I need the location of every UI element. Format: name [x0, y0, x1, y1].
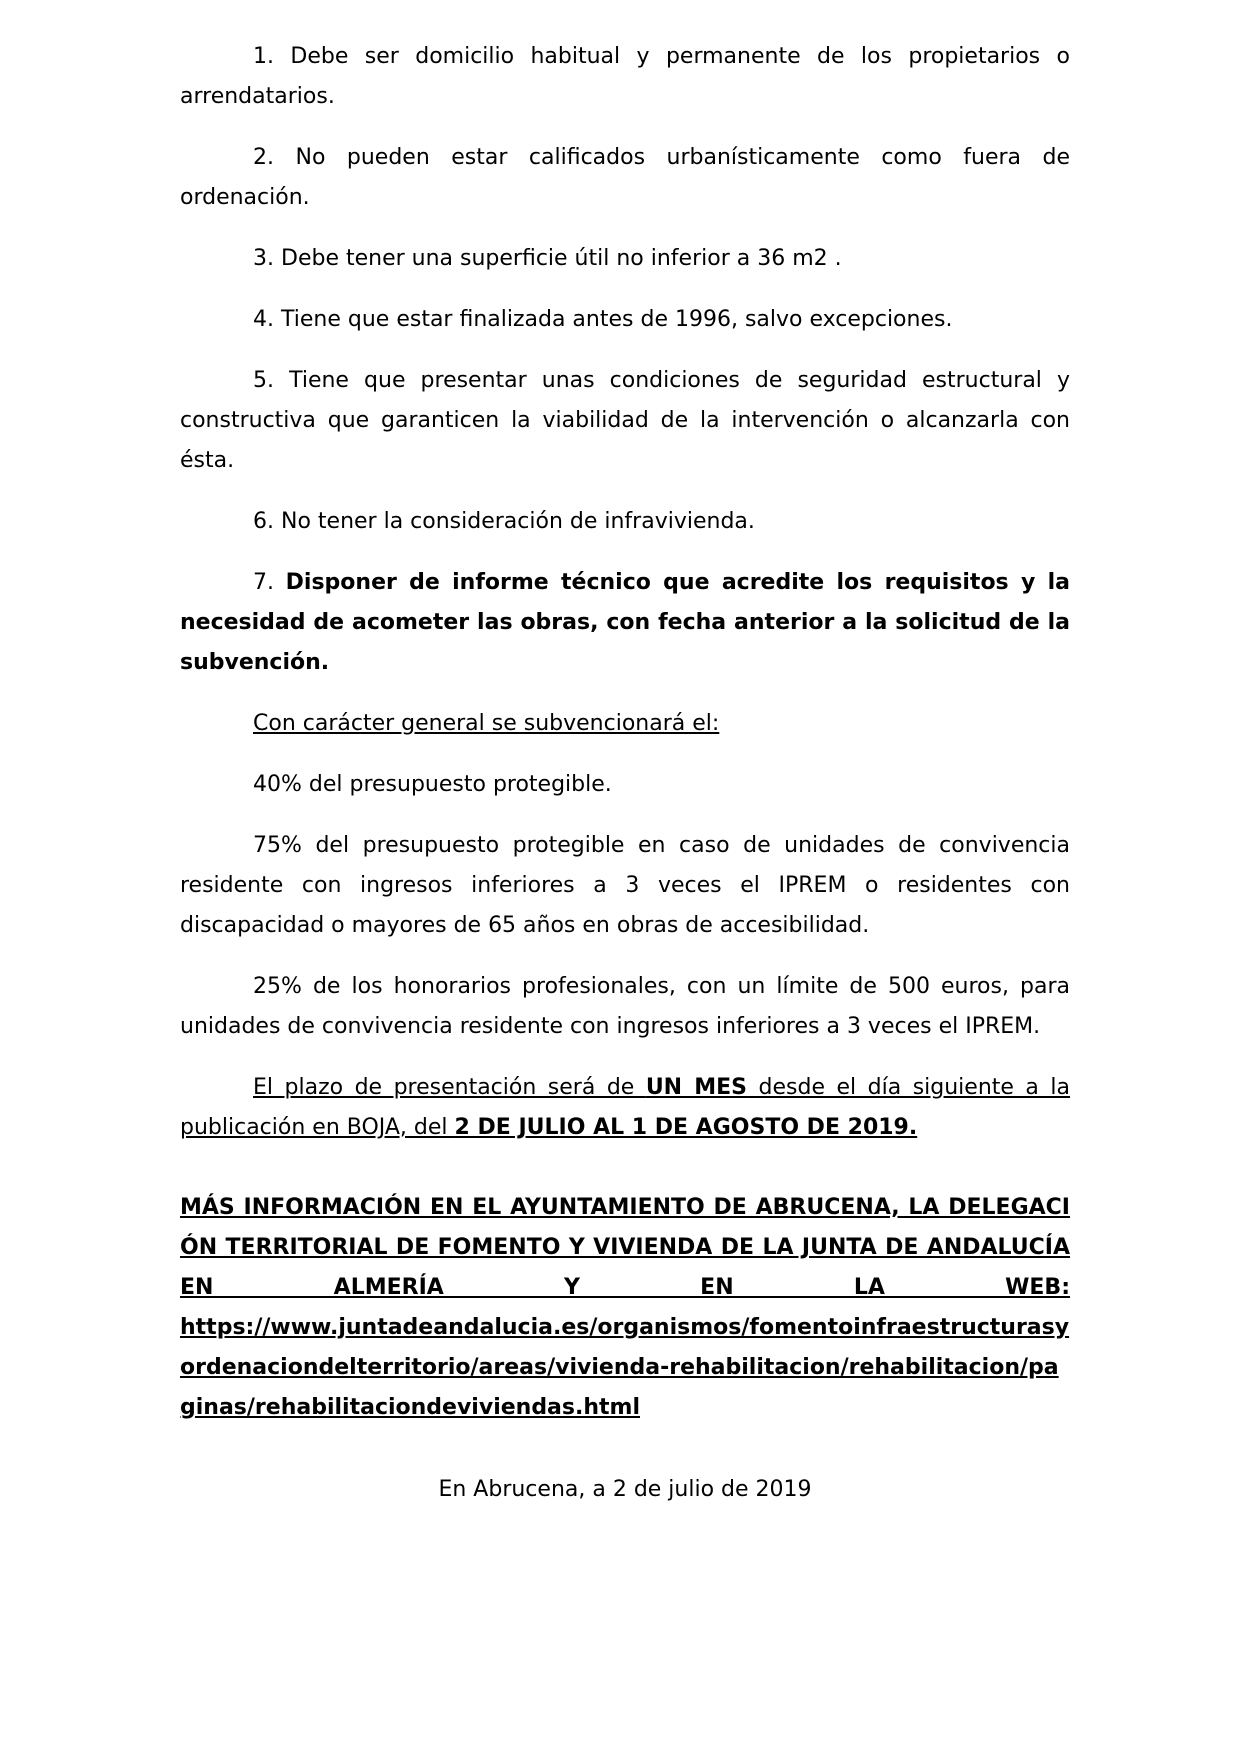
requirement-2-text: No pueden estar calificados urbanísticamente como fuera de ordenación. — [180, 145, 1071, 210]
deadline-text-1: El plazo de presentación será de — [253, 1075, 646, 1100]
requirement-5 — [180, 361, 1070, 481]
more-info-block — [180, 1188, 1070, 1428]
signature-line: En Abrucena, a 2 de julio de 2019 — [438, 1477, 812, 1502]
requirement-6-number: 6. — [253, 509, 274, 534]
requirement-4-number: 4. — [253, 307, 274, 332]
subsidy-line-1: 40% del presupuesto protegible. — [253, 772, 612, 797]
requirement-1 — [180, 37, 1070, 117]
requirement-1-number: 1. — [253, 44, 274, 69]
requirement-3 — [180, 239, 1070, 279]
requirement-6-text: No tener la consideración de infravivienda. — [281, 509, 755, 534]
requirement-4-text: Tiene que estar finalizada antes de 1996, salvo excepciones. — [281, 307, 953, 332]
requirement-4 — [180, 300, 1070, 340]
requirement-6 — [180, 502, 1070, 542]
subsidy-line-3: 25% de los honorarios profesionales, con un límite de 500 euros, para unidades de convivencia residente con ingresos inferiores a 3 veces el IPREM. — [180, 974, 1070, 1039]
deadline-paragraph — [180, 1068, 1070, 1148]
subsidy-line-2: 75% del presupuesto protegible en caso de unidades de convivencia residente con ingresos inferiores a 3 veces el IPREM o residentes con discapacidad o mayores de 65 años en obras de accesibilidad. — [180, 833, 1070, 938]
requirement-1-text: Debe ser domicilio habitual y permanente de los propietarios o arrendatarios. — [180, 44, 1070, 109]
requirement-3-text: Debe tener una superficie útil no inferior a 36 m2 . — [281, 246, 842, 271]
requirement-7 — [180, 563, 1070, 683]
subsidy-heading: Con carácter general se subvencionará el: — [253, 711, 720, 736]
requirement-2-number: 2. — [253, 145, 274, 170]
requirement-7-text: Disponer de informe técnico que acredite los requisitos y la necesidad de acometer las obras, con fecha anterior a la solicitud de la subvención. — [180, 570, 1070, 675]
deadline-text-2: desde el día siguiente a la publicación en BOJA, del — [180, 1075, 1070, 1140]
requirement-5-text: Tiene que presentar unas condiciones de seguridad estructural y constructiva que garanticen la viabilidad de la intervención o alcanzarla con ésta. — [180, 368, 1071, 473]
more-info-url[interactable]: https://www.juntadeandalucia.es/organismos/fomentoinfraestructurasyordenaciondelterritorio/areas/vivienda-rehabilitacion/rehabilitacion/paginas/rehabilitaciondeviviendas.html — [180, 1315, 1070, 1420]
requirement-3-number: 3. — [253, 246, 274, 271]
requirement-2 — [180, 138, 1070, 218]
subsidy-heading-paragraph — [180, 704, 1070, 744]
requirement-5-number: 5. — [253, 368, 274, 393]
requirement-7-number: 7. — [253, 570, 274, 595]
more-info-heading: MÁS INFORMACIÓN EN EL AYUNTAMIENTO DE ABRUCENA, LA DELEGACIÓN TERRITORIAL DE FOMENTO Y VIVIENDA DE LA JUNTA DE ANDALUCÍA EN ALMERÍA Y EN LA WEB: — [180, 1195, 1070, 1300]
document-page — [180, 37, 1070, 1531]
deadline-dates: 2 DE JULIO AL 1 DE AGOSTO DE 2019. — [454, 1115, 918, 1140]
deadline-duration: UN MES — [645, 1075, 748, 1100]
